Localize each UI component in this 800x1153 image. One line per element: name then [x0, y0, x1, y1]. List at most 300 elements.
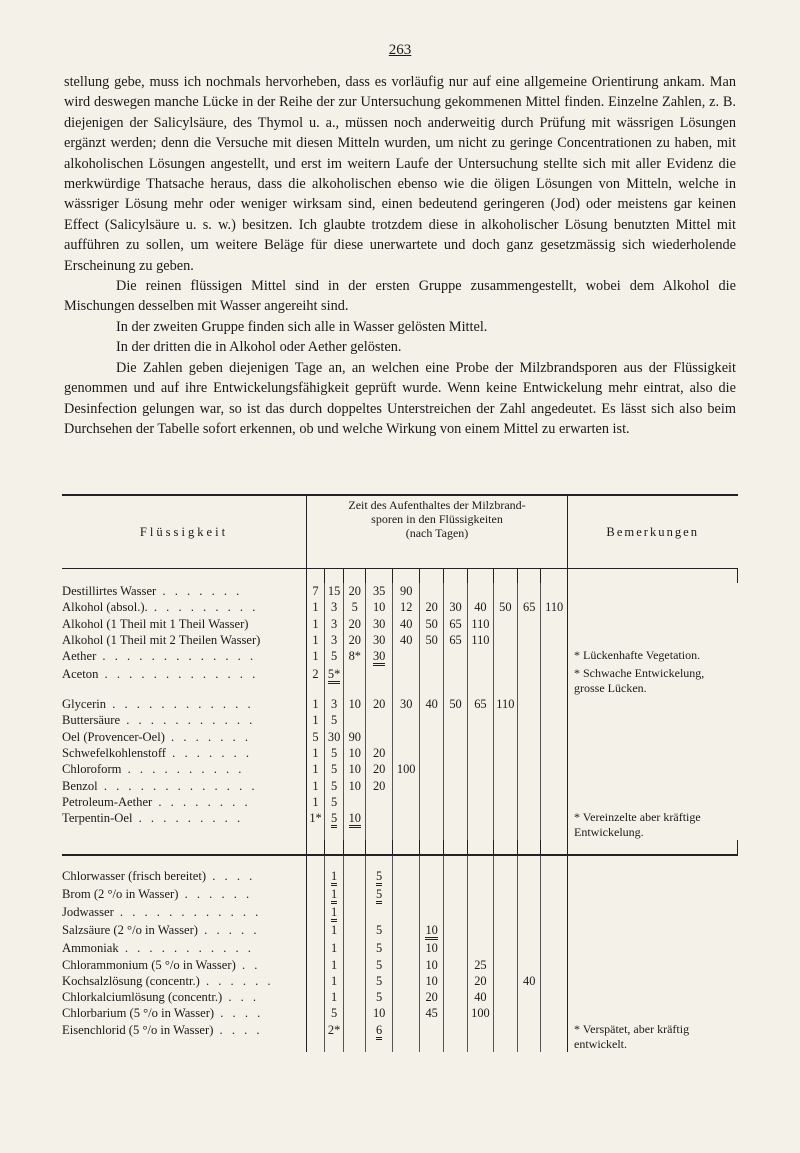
- day-value: 5: [376, 973, 383, 988]
- day-value: 5: [351, 600, 358, 615]
- day-value: 1: [331, 905, 337, 922]
- value-cell: [518, 648, 541, 666]
- value-cell: [541, 794, 568, 810]
- value-cell: [468, 632, 493, 648]
- value-cell: [493, 989, 517, 1005]
- day-value: 1: [312, 762, 319, 777]
- value-cell: [420, 886, 443, 904]
- remark: [568, 745, 738, 761]
- value-cell: [344, 886, 366, 904]
- value-cell: [541, 761, 568, 777]
- value-cell: [420, 868, 443, 886]
- substance-label: Ammoniak: [62, 941, 119, 956]
- value-cell: [443, 648, 467, 666]
- value-cell: [325, 778, 344, 794]
- day-value: 5*: [328, 667, 340, 684]
- substance-label: Aceton: [62, 667, 99, 682]
- value-cell: [420, 712, 443, 728]
- value-cell: [518, 696, 541, 712]
- substance-label: Jodwasser: [62, 905, 114, 920]
- substance-name: [62, 794, 307, 810]
- remark: [568, 1005, 738, 1021]
- day-value: 1: [312, 600, 319, 615]
- day-value: 1: [330, 923, 338, 938]
- day-value: 1: [330, 957, 338, 972]
- value-cell: [420, 904, 443, 922]
- leader-dots: . . . . . . .: [166, 746, 253, 761]
- value-cell: [344, 696, 366, 712]
- value-cell: [493, 886, 517, 904]
- value-cell: [420, 666, 443, 696]
- substance-name: [62, 745, 307, 761]
- header-bemerkungen: Bemerkungen: [568, 495, 738, 569]
- value-cell: [325, 973, 344, 989]
- value-cell: [443, 957, 467, 973]
- value-cell: [392, 745, 420, 761]
- value-cell: [366, 696, 393, 712]
- remark: * Vereinzelte aber kräftige Entwickelung.: [574, 810, 701, 840]
- leader-dots: . . . . . . . . . . . .: [113, 905, 262, 920]
- value-cell: [307, 794, 325, 810]
- value-cell: [392, 761, 420, 777]
- value-cell: [443, 632, 467, 648]
- day-value: 20: [348, 616, 361, 631]
- remark: [568, 794, 738, 810]
- value-cell: [443, 729, 467, 745]
- leader-dots: . .: [235, 957, 261, 972]
- value-cell: [443, 616, 467, 632]
- value-cell: [392, 729, 420, 745]
- day-value: 90: [400, 584, 413, 598]
- value-cell: [325, 632, 344, 648]
- day-value: 5: [376, 957, 383, 972]
- value-cell: [518, 973, 541, 989]
- value-cell: [541, 940, 568, 956]
- day-value: 1: [312, 794, 319, 809]
- value-cell: [468, 957, 493, 973]
- substance-label: Aether: [62, 649, 97, 664]
- day-value: 5: [312, 729, 319, 744]
- table-row: [62, 886, 738, 904]
- value-cell: [307, 599, 325, 615]
- day-value: 5: [330, 746, 338, 761]
- value-cell: [443, 1022, 467, 1052]
- value-cell: [392, 794, 420, 810]
- value-cell: [420, 745, 443, 761]
- substance-name: [62, 632, 307, 648]
- value-cell: [443, 778, 467, 794]
- leader-dots: . . . . . . . .: [152, 794, 251, 809]
- day-value: 10: [425, 973, 438, 988]
- value-cell: [366, 712, 393, 728]
- substance-name: [62, 666, 307, 696]
- value-cell: [307, 1022, 325, 1052]
- value-cell: [541, 696, 568, 712]
- table-row: [62, 712, 738, 728]
- value-cell: [392, 868, 420, 886]
- substance-name: [62, 810, 307, 840]
- value-cell: [366, 761, 393, 777]
- value-cell: [493, 712, 517, 728]
- value-cell: [307, 761, 325, 777]
- value-cell: [541, 1022, 568, 1052]
- value-cell: [468, 810, 493, 840]
- table-row: [62, 1022, 738, 1052]
- value-cell: [392, 1005, 420, 1021]
- value-cell: [468, 761, 493, 777]
- remark: [568, 868, 738, 886]
- value-cell: [307, 1005, 325, 1021]
- value-cell: [366, 648, 393, 666]
- substance-label: Oel (Provencer-Oel): [62, 729, 165, 744]
- table-spacer: [62, 840, 738, 855]
- day-value: 40: [425, 697, 438, 712]
- value-cell: [366, 957, 393, 973]
- day-value: 5: [376, 869, 382, 886]
- value-cell: [518, 616, 541, 632]
- value-cell: [468, 666, 493, 696]
- remark: [568, 761, 738, 777]
- table-row: [62, 810, 738, 840]
- value-cell: [493, 922, 517, 940]
- substance-label: Alkohol (1 Theil mit 2 Theilen Wasser): [62, 632, 261, 647]
- value-cell: [493, 616, 517, 632]
- remark: [568, 729, 738, 745]
- value-cell: [325, 648, 344, 666]
- table-row: [62, 745, 738, 761]
- day-value: 65: [449, 632, 462, 647]
- day-value: 5: [376, 990, 383, 1005]
- remark: * Lückenhafte Vegetation.: [574, 648, 701, 663]
- day-value: 90: [348, 729, 361, 744]
- value-cell: [366, 973, 393, 989]
- table-row: [62, 599, 738, 615]
- value-cell: [541, 599, 568, 615]
- value-cell: [493, 794, 517, 810]
- value-cell: [307, 666, 325, 696]
- day-value: 10: [348, 746, 361, 761]
- value-cell: [325, 599, 344, 615]
- day-value: 5: [330, 778, 338, 793]
- substance-label: Alkohol (1 Theil mit 1 Theil Wasser): [62, 616, 249, 631]
- value-cell: [493, 583, 517, 599]
- value-cell: [392, 696, 420, 712]
- value-cell: [518, 810, 541, 840]
- body-text: [64, 72, 736, 439]
- value-cell: [541, 712, 568, 728]
- value-cell: [392, 712, 420, 728]
- value-cell: [366, 904, 393, 922]
- day-value: 110: [496, 697, 515, 712]
- value-cell: [443, 1005, 467, 1021]
- value-cell: [443, 973, 467, 989]
- value-cell: [392, 583, 420, 599]
- day-value: 15: [327, 584, 341, 598]
- remark: * Verspätet, aber kräftig entwickelt.: [574, 1021, 690, 1051]
- table-row: [62, 729, 738, 745]
- day-value: 10: [425, 923, 437, 940]
- value-cell: [518, 729, 541, 745]
- day-value: 1: [312, 697, 319, 712]
- day-value: 65: [474, 697, 487, 712]
- value-cell: [541, 989, 568, 1005]
- substance-label: Eisenchlorid (5 °/o in Wasser): [62, 1022, 214, 1037]
- value-cell: [541, 729, 568, 745]
- value-cell: [392, 922, 420, 940]
- value-cell: [518, 632, 541, 648]
- value-cell: [493, 632, 517, 648]
- remark: [568, 616, 738, 632]
- day-value: 1: [331, 869, 337, 886]
- day-value: 5: [376, 887, 382, 904]
- value-cell: [366, 1022, 393, 1052]
- value-cell: [468, 940, 493, 956]
- leader-dots: . . . . .: [198, 923, 260, 938]
- value-cell: [493, 810, 517, 840]
- day-value: 1: [330, 941, 338, 956]
- leader-dots: . . . . . . . . . . .: [120, 713, 256, 728]
- value-cell: [344, 1022, 366, 1052]
- value-cell: [443, 599, 467, 615]
- value-cell: [392, 666, 420, 696]
- value-cell: [366, 745, 393, 761]
- day-value: 20: [372, 697, 386, 712]
- value-cell: [468, 745, 493, 761]
- substance-name: [62, 940, 307, 956]
- value-cell: [420, 794, 443, 810]
- value-cell: [325, 904, 344, 922]
- remark: [568, 973, 738, 989]
- leader-dots: . . . .: [214, 1006, 264, 1021]
- value-cell: [493, 729, 517, 745]
- table-row: [62, 922, 738, 940]
- table-row: [62, 616, 738, 632]
- day-value: 5: [376, 941, 383, 956]
- value-cell: [307, 632, 325, 648]
- remark: [568, 632, 738, 648]
- value-cell: [392, 989, 420, 1005]
- substance-label: Brom (2 °/o in Wasser): [62, 887, 179, 902]
- value-cell: [307, 778, 325, 794]
- substance-label: Glycerin: [62, 697, 107, 712]
- day-value: 1: [312, 713, 319, 728]
- value-cell: [307, 957, 325, 973]
- day-value: 20: [348, 584, 361, 598]
- day-value: 10: [372, 1006, 386, 1021]
- day-value: 1: [312, 632, 319, 647]
- leader-dots: . . . . . . . . . .: [121, 762, 245, 777]
- value-cell: [392, 886, 420, 904]
- value-cell: [307, 745, 325, 761]
- substance-name: [62, 989, 307, 1005]
- value-cell: [325, 940, 344, 956]
- value-cell: [443, 922, 467, 940]
- value-cell: [443, 989, 467, 1005]
- value-cell: [518, 745, 541, 761]
- day-value: 2*: [327, 1022, 341, 1037]
- value-cell: [325, 810, 344, 840]
- substance-name: [62, 583, 307, 599]
- table-row: [62, 989, 738, 1005]
- value-cell: [325, 761, 344, 777]
- value-cell: [307, 904, 325, 922]
- value-cell: [307, 886, 325, 904]
- value-cell: [420, 810, 443, 840]
- day-value: 25: [474, 957, 487, 972]
- value-cell: [518, 794, 541, 810]
- value-cell: [468, 922, 493, 940]
- day-value: 20: [372, 762, 386, 777]
- substance-name: [62, 868, 307, 886]
- value-cell: [468, 696, 493, 712]
- day-value: 100: [471, 1006, 490, 1021]
- value-cell: [307, 922, 325, 940]
- value-cell: [420, 632, 443, 648]
- substance-name: [62, 904, 307, 922]
- substance-label: Petroleum-Aether: [62, 794, 153, 809]
- table-row: [62, 778, 738, 794]
- value-cell: [493, 666, 517, 696]
- value-cell: [325, 616, 344, 632]
- value-cell: [392, 599, 420, 615]
- value-cell: [541, 745, 568, 761]
- value-cell: [366, 632, 393, 648]
- day-value: 100: [396, 762, 416, 777]
- substance-name: [62, 922, 307, 940]
- header-zeit: [307, 495, 568, 569]
- value-cell: [344, 957, 366, 973]
- substance-label: Chlorbarium (5 °/o in Wasser): [62, 1006, 215, 1021]
- value-cell: [325, 745, 344, 761]
- remark: [568, 696, 738, 712]
- day-value: 20: [348, 632, 361, 647]
- day-value: 65: [523, 600, 536, 615]
- value-cell: [344, 973, 366, 989]
- value-cell: [325, 868, 344, 886]
- value-cell: [325, 1005, 344, 1021]
- value-cell: [468, 989, 493, 1005]
- value-cell: [307, 810, 325, 840]
- value-cell: [468, 868, 493, 886]
- value-cell: [366, 886, 393, 904]
- day-value: 6: [376, 1023, 382, 1040]
- header-zeit-line-3: (nach Tagen): [405, 526, 469, 540]
- paragraph-4: In der dritten die in Alkohol oder Aether gelösten.: [116, 339, 402, 356]
- value-cell: [468, 973, 493, 989]
- remark: [568, 904, 738, 922]
- value-cell: [307, 973, 325, 989]
- day-value: 5: [376, 923, 383, 938]
- value-cell: [443, 794, 467, 810]
- day-value: 1: [330, 973, 338, 988]
- value-cell: [344, 599, 366, 615]
- page-number: 263: [388, 42, 412, 58]
- value-cell: [518, 1005, 541, 1021]
- value-cell: [468, 729, 493, 745]
- value-cell: [307, 989, 325, 1005]
- remark: [568, 989, 738, 1005]
- day-value: 30: [373, 649, 385, 666]
- substance-label: Buttersäure: [62, 713, 121, 728]
- value-cell: [344, 940, 366, 956]
- header-fluessigkeit: Flüssigkeit: [62, 495, 307, 569]
- value-cell: [518, 712, 541, 728]
- value-cell: [493, 648, 517, 666]
- value-cell: [541, 810, 568, 840]
- leader-dots: . . . . . .: [178, 887, 253, 902]
- value-cell: [325, 989, 344, 1005]
- value-cell: [443, 904, 467, 922]
- value-cell: [518, 989, 541, 1005]
- value-cell: [468, 1005, 493, 1021]
- value-cell: [420, 761, 443, 777]
- value-cell: [366, 729, 393, 745]
- value-cell: [344, 989, 366, 1005]
- value-cell: [344, 868, 366, 886]
- day-value: 3: [330, 616, 338, 631]
- value-cell: [468, 904, 493, 922]
- table-row: [62, 1005, 738, 1021]
- day-value: 10: [425, 957, 438, 972]
- table-row: [62, 632, 738, 648]
- value-cell: [392, 904, 420, 922]
- value-cell: [392, 1022, 420, 1052]
- day-value: 1: [312, 649, 319, 664]
- paragraph-5: Die Zahlen geben diejenigen Tage an, an welchen eine Probe der Milzbrandsporen aus der Flüssigkeit genommen und auf ihre Entwickelungsfähigkeit geprüft wurde. Wenn keine Entwickelung mehr eintrat, also die Desinfection gelungen war, so ist das durch doppeltes Unterstreichen der Zahl angedeutet. Es lässt sich also beim Durchsehen der Tabelle sofort erkennen, ob und welche Wirkung von einem Mittel zu erwarten ist.: [64, 359, 736, 437]
- value-cell: [468, 648, 493, 666]
- value-cell: [468, 616, 493, 632]
- substance-label: Terpentin-Oel: [62, 811, 133, 826]
- day-value: 10: [348, 697, 361, 712]
- value-cell: [518, 599, 541, 615]
- day-value: 5: [330, 794, 338, 809]
- day-value: 3: [330, 697, 338, 712]
- value-cell: [344, 632, 366, 648]
- value-cell: [344, 761, 366, 777]
- table-row: [62, 868, 738, 886]
- value-cell: [420, 778, 443, 794]
- value-cell: [493, 761, 517, 777]
- table-row: [62, 583, 738, 599]
- day-value: 110: [471, 632, 490, 647]
- leader-dots: . . . .: [213, 1022, 263, 1037]
- value-cell: [443, 583, 467, 599]
- value-cell: [443, 666, 467, 696]
- value-cell: [392, 778, 420, 794]
- results-table: [62, 494, 738, 1052]
- value-cell: [541, 973, 568, 989]
- value-cell: [493, 940, 517, 956]
- value-cell: [325, 886, 344, 904]
- value-cell: [344, 666, 366, 696]
- day-value: 65: [449, 616, 462, 631]
- day-value: 35: [372, 584, 386, 598]
- value-cell: [420, 648, 443, 666]
- substance-name: [62, 1022, 307, 1052]
- substance-name: [62, 1005, 307, 1021]
- day-value: 20: [425, 600, 438, 615]
- value-cell: [541, 778, 568, 794]
- value-cell: [468, 583, 493, 599]
- value-cell: [325, 583, 344, 599]
- day-value: 40: [523, 973, 536, 988]
- leader-dots: . . . . . . . . . . . . .: [97, 778, 258, 793]
- paragraph-1: stellung gebe, muss ich nochmals hervorheben, dass es vorläufig nur auf eine allgemeine Orientirung ankam. Man wird deswegen manche Lücke in der Reihe der zur Untersuchung gekommenen Mittel finden. Einzelne Zahlen, z. B. diejenigen der Salicylsäure, des Thymol u. a., müssen noch anderweitig durch Prüfung mit wässrigen Lösungen ergänzt werden; denn die Versuche mit diesen Mitteln wurden, um nicht zu geringe Concentrationen zu haben, mit alkoholischen Lösungen angestellt, und erst im weitern Laufe der Untersuchung stellte sich mit aller Evidenz die merkwürdige Thatsache heraus, dass die alkoholischen ebenso wie die öligen Lösungen von Mitteln, welche in wässriger Lösung mehr oder weniger wirksam sind, einen bedeutend geringeren (Jod) oder meistens gar keinen Effect (Salicylsäure u. s. w.) besitzen. Ich glaubte trotzdem diese in alkoholischer Lösung benutzten Mittel mit aufführen zu sollen, um weitere Beläge für diese unerwartete und doch ganz gesetzmässig sich wiederholende Erscheinung zu geben.: [64, 74, 736, 274]
- value-cell: [307, 868, 325, 886]
- substance-name: [62, 616, 307, 632]
- leader-dots: . . . . . . . . . . . . .: [96, 649, 257, 664]
- day-value: 1: [312, 746, 319, 761]
